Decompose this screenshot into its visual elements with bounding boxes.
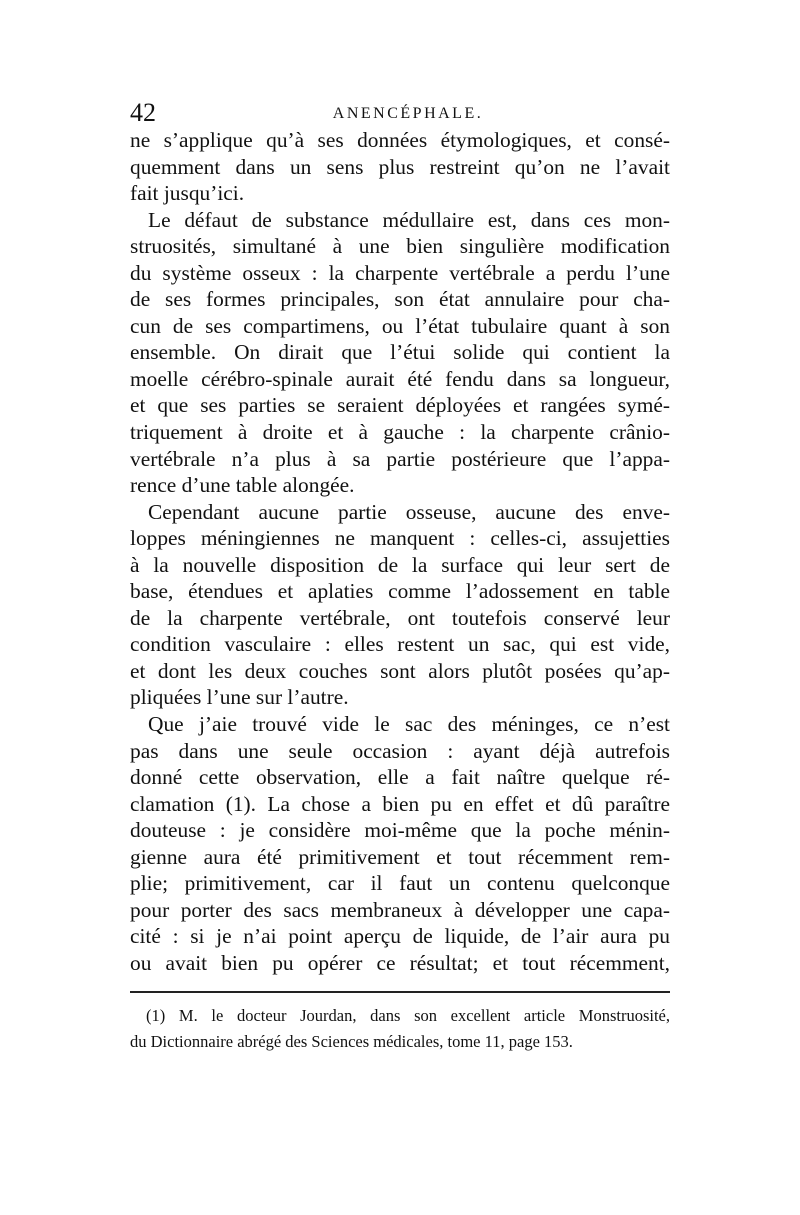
text-line: Que j’aie trouvé vide le sac des méninges, ce n’est bbox=[148, 712, 670, 737]
text-line: ne s’applique qu’à ses données étymologiques, et consé- bbox=[130, 128, 670, 152]
text-line: struosités, simultané à une bien singulière modification bbox=[130, 234, 670, 259]
text-line: donné cette observation, elle a fait naître quelque ré- bbox=[130, 765, 670, 790]
text-line: fait jusqu’ici. bbox=[130, 181, 245, 206]
page-header bbox=[130, 98, 670, 128]
running-head: ANENCÉPHALE. bbox=[332, 105, 484, 122]
text-line: plie; primitivement, car il faut un contenu quelconque bbox=[130, 871, 670, 896]
text-line: ou avait bien pu opérer ce résultat; et tout récemment, bbox=[130, 950, 670, 975]
footnotes bbox=[130, 1003, 670, 1055]
text-line: douteuse : je considère moi-même que la poche ménin- bbox=[130, 818, 670, 843]
text-line: rence d’une table alongée. bbox=[130, 473, 355, 498]
text-line: pas dans une seule occasion : ayant déjà autrefois bbox=[130, 738, 670, 763]
text-line: du système osseux : la charpente vertébrale a perdu l’une bbox=[130, 260, 670, 285]
text-line: Cependant aucune partie osseuse, aucune des enve- bbox=[148, 499, 670, 524]
text-line: gienne aura été primitivement et tout récemment rem- bbox=[130, 844, 670, 869]
page-number: 42 bbox=[130, 98, 156, 127]
text-line: Le défaut de substance médullaire est, dans ces mon- bbox=[148, 207, 670, 232]
text-line: moelle cérébro-spinale aurait été fendu dans sa longueur, bbox=[130, 366, 670, 391]
text-line: base, étendues et aplaties comme l’adossement en table bbox=[130, 579, 670, 604]
text-line: condition vasculaire : elles restent un sac, qui est vide, bbox=[130, 632, 670, 657]
text-line: pour porter des sacs membraneux à développer une capa- bbox=[130, 897, 670, 922]
text-line: quemment dans un sens plus restreint qu’on ne l’avait bbox=[130, 154, 670, 179]
text-line: et que ses parties se seraient déployées et rangées symé- bbox=[130, 393, 670, 418]
text-line: de ses formes principales, son état annulaire pour cha- bbox=[130, 287, 670, 312]
footnote-line: du Dictionnaire abrégé des Sciences médicales, tome 11, page 153. bbox=[130, 1032, 573, 1051]
text-line: vertébrale n’a plus à sa partie postérieure que l’appa- bbox=[130, 446, 670, 471]
text-line: clamation (1). La chose a bien pu en effet et dû paraître bbox=[130, 791, 670, 816]
text-line: pliquées l’une sur l’autre. bbox=[130, 685, 349, 710]
body-text bbox=[130, 127, 670, 977]
text-line: à la nouvelle disposition de la surface qui leur sert de bbox=[130, 552, 670, 577]
text-line: triquement à droite et à gauche : la charpente crânio- bbox=[130, 420, 670, 445]
text-line: cité : si je n’ai point aperçu de liquide, de l’air aura pu bbox=[130, 924, 670, 949]
footnote-line: (1) M. le docteur Jourdan, dans son excellent article Monstruosité, bbox=[146, 1006, 670, 1025]
text-line: loppes méningiennes ne manquent : celles-ci, assujetties bbox=[130, 526, 670, 551]
text-line: cun de ses compartimens, ou l’état tubulaire quant à son bbox=[130, 313, 670, 338]
footnote-rule bbox=[130, 991, 670, 993]
text-line: ensemble. On dirait que l’étui solide qui contient la bbox=[130, 340, 670, 365]
text-line: et dont les deux couches sont alors plutôt posées qu’ap- bbox=[130, 658, 670, 683]
text-line: de la charpente vertébrale, ont toutefois conservé leur bbox=[130, 605, 670, 630]
